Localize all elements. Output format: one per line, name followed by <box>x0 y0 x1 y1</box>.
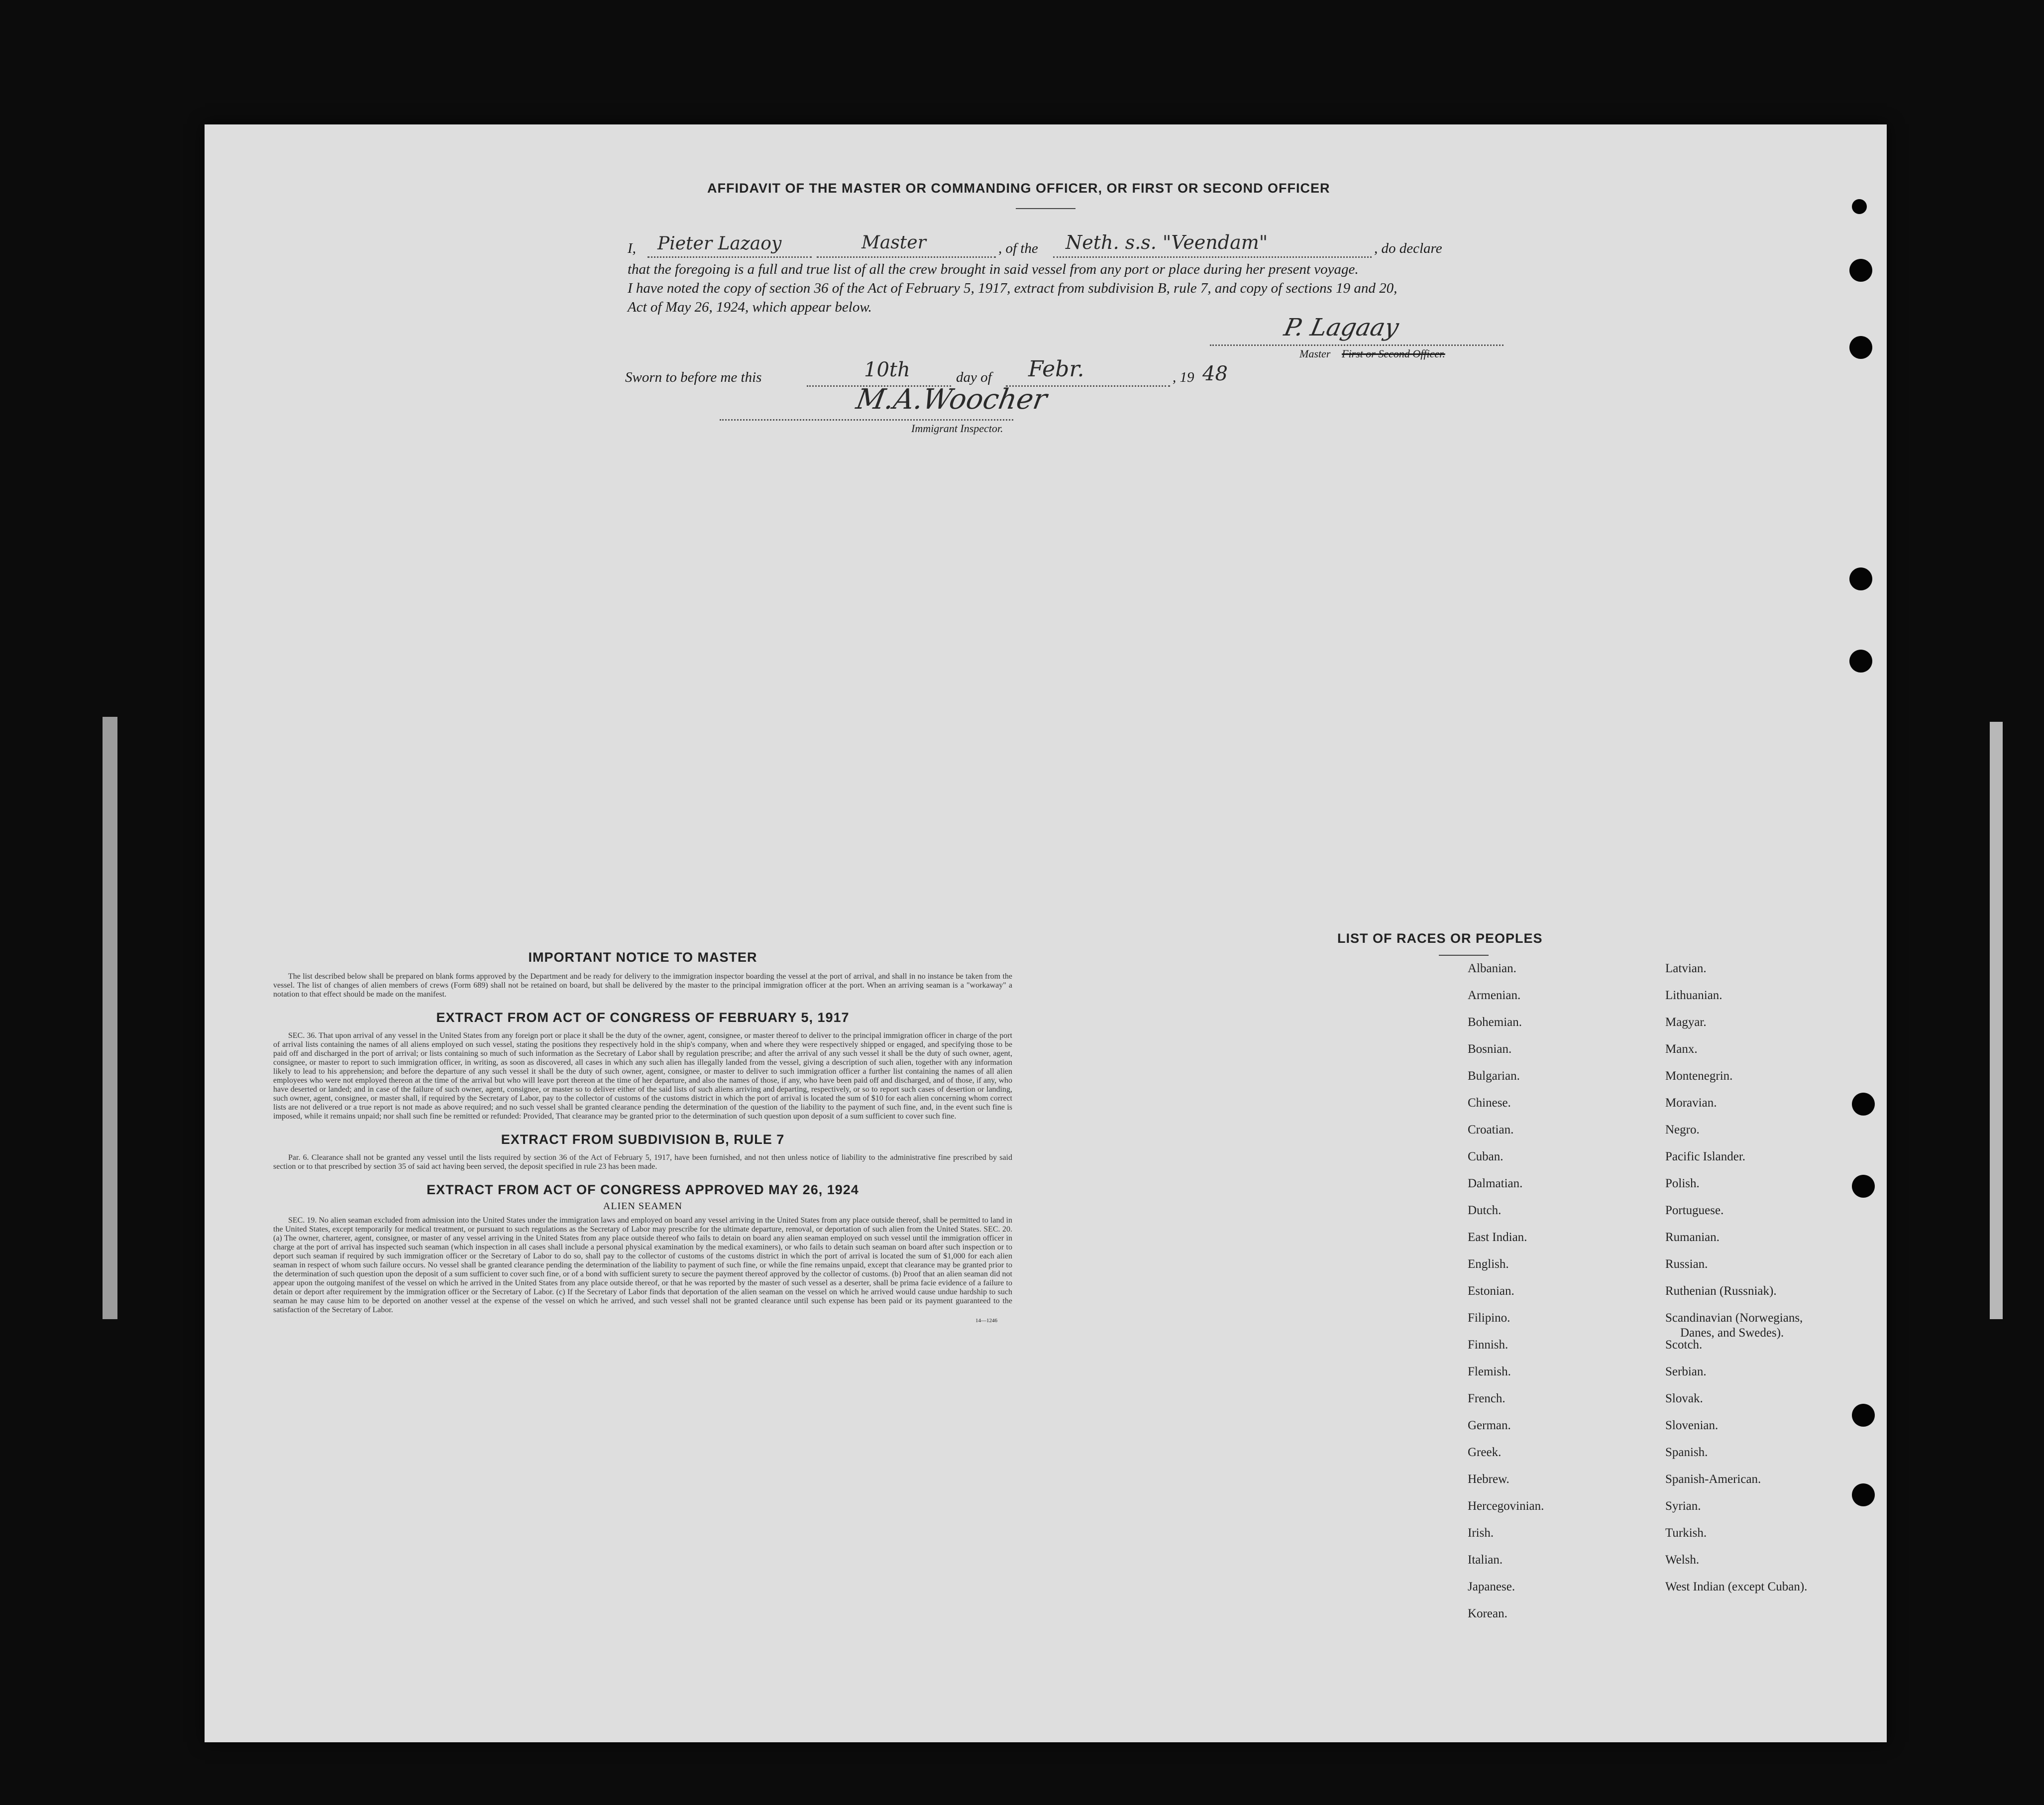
race-item: West Indian (except Cuban). <box>1665 1580 1808 1593</box>
inspector-signature: M.A.Woocher <box>854 383 1050 416</box>
race-item: German. <box>1468 1419 1511 1432</box>
sworn-year: 48 <box>1202 362 1228 385</box>
race-item: Bulgarian. <box>1468 1069 1520 1083</box>
races-title: LIST OF RACES OR PEOPLES <box>1337 931 1543 946</box>
master-label: Master <box>1299 347 1331 360</box>
extract1-title: EXTRACT FROM ACT OF CONGRESS OF FEBRUARY 5, 1917 <box>436 1010 850 1025</box>
race-item: Ruthenian (Russniak). <box>1665 1284 1777 1298</box>
rank: Master <box>861 232 926 253</box>
extract1-body: SEC. 36. That upon arrival of any vessel in the United States from any foreign port or place it shall be the duty of the owner, agent, consignee, or master thereof to deliver to the principal immigration officer in charge of the port of arrival lists containing the names of all aliens employed on such vessel, stating the positions they respectively hold in the ship's company, when and where they were respectively shipped or engaged, and specifying those to be paid off and discharged in the port of arrival; or lists containing so much of such information as the Secretary of Labor shall by regulation prescribe; and after the arrival of any such vessel it shall be the duty of such owner, agent, consignee, or master to report to such immigration officer, in writing, as soon as discovered, all cases in which any such alien has illegally landed from the vessel, giving a description of such alien, together with any information likely to lead to his apprehension; and before the departure of any such vessel it shall be the duty of such owner, agent, consignee, or master to deliver to such immigration officer a further list containing the names of all alien employees who were not employed thereon at the time of the arrival but who will leave port thereon at the time of her departure, and also the names of those, if any, who have been paid off and discharged, and of those, if any, who have deserted or landed; and in case of the failure of such owner, agent, consignee, or master so to deliver either of the said lists of such aliens arriving and departing, respectively, or so to report such cases of desertion or landing, such owner, agent, consignee, or master shall, if required by the Secretary of Labor, pay to the collector of customs of the customs district in which the port of arrival is located the sum of $10 for each alien concerning whom correct lists are not delivered or a true report is not made as above required; and no such vessel shall be granted clearance pending the determination of the question of the liability to the payment of such fine, and, in the event such fine is imposed, while it remains unpaid; nor shall such fine be remitted or refunded: Provided, That clearance may be granted prior to the determination of such question upon deposit of a sum sufficient to cover such fine. <box>273 1031 1012 1121</box>
race-item: Dalmatian. <box>1468 1177 1523 1190</box>
race-item: Flemish. <box>1468 1365 1511 1378</box>
i-label: I, <box>628 240 636 256</box>
master-name: Pieter Lazaoy <box>657 233 782 254</box>
race-item: Turkish. <box>1665 1526 1707 1540</box>
sworn-month: Febr. <box>1028 356 1084 382</box>
manifest-page <box>205 124 1887 1742</box>
race-item: Korean. <box>1468 1607 1507 1620</box>
race-item: Spanish-American. <box>1665 1472 1761 1486</box>
inspector-label: Immigrant Inspector. <box>911 422 1003 435</box>
notice-title: IMPORTANT NOTICE TO MASTER <box>528 950 757 965</box>
day-of-label: day of <box>956 369 992 385</box>
inspector-signature-line <box>720 418 1013 421</box>
race-item: Chinese. <box>1468 1096 1511 1110</box>
sworn-line <box>625 356 1521 393</box>
affidavit-line3: I have noted the copy of section 36 of the Act of February 5, 1917, extract from subdivision B, rule 7, and copy of sections 19 and 20, <box>628 280 1398 296</box>
extract3-body: SEC. 19. No alien seaman excluded from admission into the United States under the immigration laws and employed on board any vessel arriving in the United States from any place outside thereof, shall be permitted to land in the United States, except temporarily for medical treatment, or pursuant to such regulations as the Secretary of Labor may prescribe for the ultimate departure, removal, or deportation of such alien from the United States. SEC. 20. (a) The owner, charterer, agent, consignee, or master of any vessel arriving in the United States from any place outside thereof who fails to detain on board any alien seaman employed on such vessel until the immigration officer in charge at the port of arrival has inspected such seaman (which inspection in all cases shall include a personal physical examination by the medical examiners), or who fails to detain such seaman on board after such inspection or to deport such seaman if required by such immigration officer or the Secretary of Labor to do so, shall pay to the collector of customs of the customs district in which the port of arrival is located the sum of $1,000 for each alien seaman in respect of whom such failure occurs. No vessel shall be granted clearance pending the determination of the liability to payment of such fine, or while the fine remains unpaid, except that clearance may be granted prior to the determination of such question upon the deposit of a sum sufficient to cover such fine, or of a bond with sufficient surety to secure the payment thereof approved by the collector of customs. (b) Proof that an alien seaman did not appear upon the outgoing manifest of the vessel on which he arrived in the United States from any place outside thereof, or that he was reported by the master of such vessel as a deserter, shall be prima facie evidence of a failure to detain or deport after requirement by the immigration officer or the Secretary of Labor. (c) If the Secretary of Labor finds that deportation of the alien seaman on the vessel on which he arrived would cause undue hardship to such seaman he may cause him to be deported on another vessel at the expense of the vessel on which he arrived, and such vessel shall not be granted clearance until such expense has been paid or its payment guaranteed to the satisfaction of the Secretary of Labor. <box>273 1216 1012 1314</box>
binder-hole <box>1849 259 1872 282</box>
master-signature-line <box>1210 343 1504 346</box>
race-item: East Indian. <box>1468 1231 1527 1244</box>
struck-officer-label: First or Second Officer. <box>1342 347 1445 360</box>
race-item: Croatian. <box>1468 1123 1514 1136</box>
do-declare-label: , do declare <box>1374 240 1442 256</box>
race-item: Slovak. <box>1665 1392 1703 1405</box>
title-rule <box>1016 208 1076 209</box>
affidavit-line1 <box>628 231 1737 261</box>
affidavit-line2: that the foregoing is a full and true list of all the crew brought in said vessel from any port or place during her present voyage. <box>628 261 1359 277</box>
race-item: Lithuanian. <box>1665 989 1722 1002</box>
master-signature: P. Lagaay <box>1282 314 1401 341</box>
extract2-body: Par. 6. Clearance shall not be granted any vessel until the lists required by section 36 of the Act of February 5, 1917, have been furnished, and not then unless notice of liability to the administrative fine prescribed by said section or to that prescribed by section 35 of said act having been served, the deposit specified in rule 23 has been made. <box>273 1153 1012 1171</box>
races-title-rule <box>1439 955 1489 956</box>
races-panel <box>1240 931 1887 1777</box>
race-item: Finnish. <box>1468 1338 1508 1352</box>
extract2-title: EXTRACT FROM SUBDIVISION B, RULE 7 <box>501 1132 785 1147</box>
race-item: Montenegrin. <box>1665 1069 1733 1083</box>
race-item: Hercegovinian. <box>1468 1499 1544 1513</box>
race-item: Danes, and Swedes). <box>1680 1326 1784 1340</box>
race-item: Irish. <box>1468 1526 1494 1540</box>
race-item: Welsh. <box>1665 1553 1700 1567</box>
sworn-day: 10th <box>864 358 910 381</box>
race-item: Dutch. <box>1468 1204 1502 1217</box>
race-item: Spanish. <box>1665 1446 1708 1459</box>
race-item: Syrian. <box>1665 1499 1701 1513</box>
sworn-label: Sworn to before me this <box>625 369 762 385</box>
race-item: Slovenian. <box>1665 1419 1719 1432</box>
race-item: Polish. <box>1665 1177 1700 1190</box>
binder-hole <box>1849 650 1872 673</box>
race-item: Latvian. <box>1665 962 1707 975</box>
race-item: Albanian. <box>1468 962 1516 975</box>
race-item: English. <box>1468 1257 1509 1271</box>
binder-hole <box>1852 199 1867 214</box>
race-item: Estonian. <box>1468 1284 1514 1298</box>
race-item: Scandinavian (Norwegians, <box>1665 1311 1803 1325</box>
ship-name: Neth. s.s. "Veendam" <box>1066 231 1268 253</box>
race-item: Serbian. <box>1665 1365 1707 1378</box>
right-edge-strip <box>1990 722 2003 1319</box>
race-item: French. <box>1468 1392 1506 1405</box>
affidavit-title: AFFIDAVIT OF THE MASTER OR COMMANDING OFFICER, OR FIRST OR SECOND OFFICER <box>707 181 1330 196</box>
race-item: Armenian. <box>1468 989 1521 1002</box>
binder-hole <box>1849 336 1872 359</box>
race-item: Bohemian. <box>1468 1015 1522 1029</box>
left-edge-strip <box>103 717 117 1319</box>
race-item: Cuban. <box>1468 1150 1504 1163</box>
race-item: Negro. <box>1665 1123 1700 1136</box>
race-item: Russian. <box>1665 1257 1708 1271</box>
affidavit-line4: Act of May 26, 1924, which appear below. <box>628 299 872 315</box>
race-item: Portuguese. <box>1665 1204 1724 1217</box>
of-the-label: , of the <box>998 240 1038 256</box>
race-item: Moravian. <box>1665 1096 1717 1110</box>
race-item: Scotch. <box>1665 1338 1703 1352</box>
year-prefix: , 19 <box>1173 369 1194 385</box>
extract3-title: EXTRACT FROM ACT OF CONGRESS APPROVED MAY 26, 1924 <box>427 1182 859 1197</box>
race-item: Filipino. <box>1468 1311 1510 1325</box>
race-item: Magyar. <box>1665 1015 1707 1029</box>
race-item: Bosnian. <box>1468 1042 1512 1056</box>
notice-column <box>273 950 1012 1324</box>
binder-hole <box>1849 567 1872 590</box>
race-item: Rumanian. <box>1665 1231 1720 1244</box>
notice-body: The list described below shall be prepared on blank forms approved by the Department and be ready for delivery to the immigration inspector boarding the vessel at the port of arrival, and shall in no instance be taken from the vessel. The list of changes of alien members of crews (Form 689) shall not be retained on board, but shall be delivered by the master to the principal immigration officer at the port. When an arriving seaman is a "workaway" a notation to that effect should be made on the manifest. <box>273 972 1012 999</box>
race-item: Pacific Islander. <box>1665 1150 1746 1163</box>
race-item: Italian. <box>1468 1553 1503 1567</box>
race-item: Manx. <box>1665 1042 1698 1056</box>
form-number: 14—1246 <box>975 1318 997 1324</box>
extract3-subtitle: ALIEN SEAMEN <box>603 1201 683 1212</box>
race-item: Hebrew. <box>1468 1472 1509 1486</box>
race-item: Greek. <box>1468 1446 1502 1459</box>
race-item: Japanese. <box>1468 1580 1515 1593</box>
